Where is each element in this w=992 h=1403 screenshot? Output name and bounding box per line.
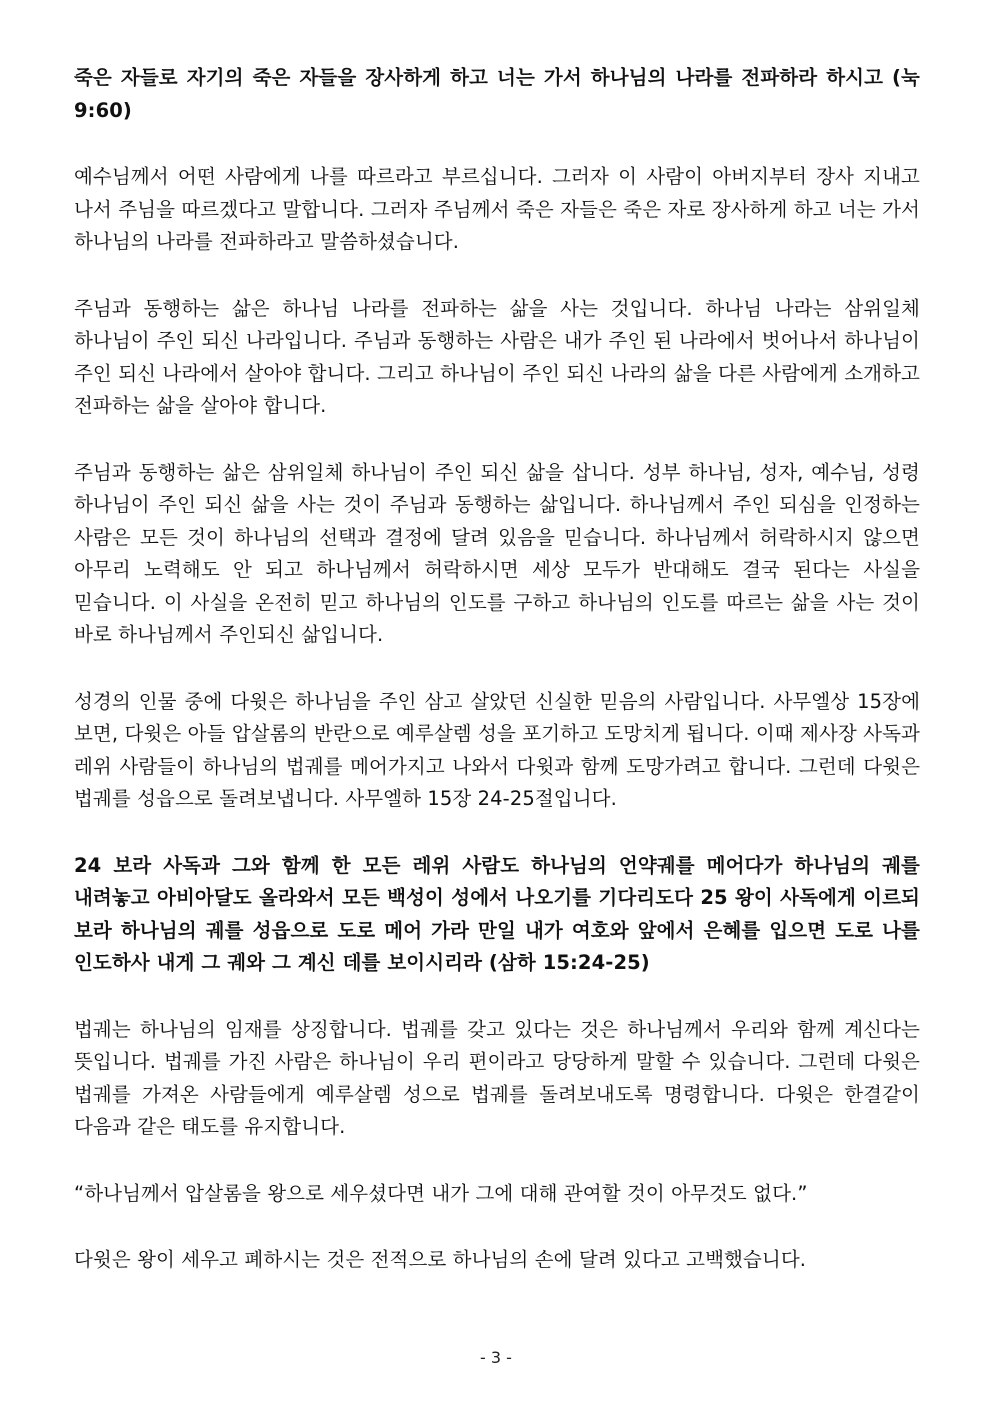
body-paragraph: 주님과 동행하는 삶은 하나님 나라를 전파하는 삶을 사는 것입니다. 하나님 나라는 삼위일체 하나님이 주인 되신 나라입니다. 주님과 동행하는 사람은 내가 주인 된 나라에서 벗어나서 하나님이 주인 되신 나라에서 살아야 합니다. 그리고 하나님이 주인 되신 나라의 삶을 다른 사람에게 소개하고 전파하는 삶을 살아야 합니다. — [74, 296, 920, 417]
body-paragraph: 다윗은 왕이 세우고 폐하시는 것은 전적으로 하나님의 손에 달려 있다고 고백했습니다. — [74, 1248, 807, 1271]
quotation: “하나님께서 압살롬을 왕으로 세우셨다면 내가 그에 대해 관여할 것이 아무것도 없다.” — [74, 1181, 808, 1205]
body-paragraph: 법궤는 하나님의 임재를 상징합니다. 법궤를 갖고 있다는 것은 하나님께서 우리와 함께 계신다는 뜻입니다. 법궤를 가진 사람은 하나님이 우리 편이라고 당당하게 말할 수 있습니다. 그런데 다윗은 법궤를 가져온 사람들에게 예루살렘 성으로 법궤를 돌려보내도록 명령합니다. 다윗은 한결같이 다음과 같은 태도를 유지합니다. — [74, 1017, 920, 1138]
document-body — [74, 62, 920, 1311]
body-paragraph: 주님과 동행하는 삶은 삼위일체 하나님이 주인 되신 삶을 삽니다. 성부 하나님, 성자, 예수님, 성령 하나님이 주인 되신 삶을 사는 것이 주님과 동행하는 삶입니다. 하나님께서 주인 되심을 인정하는 사람은 모든 것이 하나님의 선택과 결정에 달려 있음을 믿습니다. 하나님께서 허락하시지 않으면 아무리 노력해도 안 되고 하나님께서 허락하시면 세상 모두가 반대해도 결국 된다는 사실을 믿습니다. 이 사실을 온전히 믿고 하나님의 인도를 구하고 하나님의 인도를 따르는 삶을 사는 것이 바로 하나님께서 주인되신 삶입니다. — [74, 460, 920, 646]
body-paragraph: 예수님께서 어떤 사람에게 나를 따르라고 부르십니다. 그러자 이 사람이 아버지부터 장사 지내고 나서 주님을 따르겠다고 말합니다. 그러자 주님께서 죽은 자들은 죽은 자로 장사하게 하고 너는 가서 하나님의 나라를 전파하라고 말씀하셨습니다. — [74, 165, 920, 253]
body-paragraph: 성경의 인물 중에 다윗은 하나님을 주인 삼고 살았던 신실한 믿음의 사람입니다. 사무엘상 15장에 보면, 다윗은 아들 압살롬의 반란으로 예루살렘 성을 포기하고 도망치게 됩니다. 이때 제사장 사독과 레위 사람들이 하나님의 법궤를 메어가지고 나와서 다윗과 함께 도망가려고 합니다. 그런데 다윗은 법궤를 성읍으로 돌려보냅니다. 사무엘하 15장 24-25절입니다. — [74, 689, 920, 810]
page-number: - 3 - — [480, 1348, 512, 1367]
scripture-verse-samuel: 24 보라 사독과 그와 함께 한 모든 레위 사람도 하나님의 언약궤를 메어다가 하나님의 궤를 내려놓고 아비아달도 올라와서 모든 백성이 성에서 나오기를 기다리도다 25 왕이 사독에게 이르되 보라 하나님의 궤를 성읍으로 도로 메어 가라 만일 내가 여호와 앞에서 은혜를 입으면 도로 나를 인도하사 내게 그 궤와 그 계신 데를 보이시리라 (삼하 15:24-25) — [74, 853, 920, 974]
scripture-verse-luke: 죽은 자들로 자기의 죽은 자들을 장사하게 하고 너는 가서 하나님의 나라를 전파하라 하시고 (눅 9:60) — [74, 66, 920, 122]
